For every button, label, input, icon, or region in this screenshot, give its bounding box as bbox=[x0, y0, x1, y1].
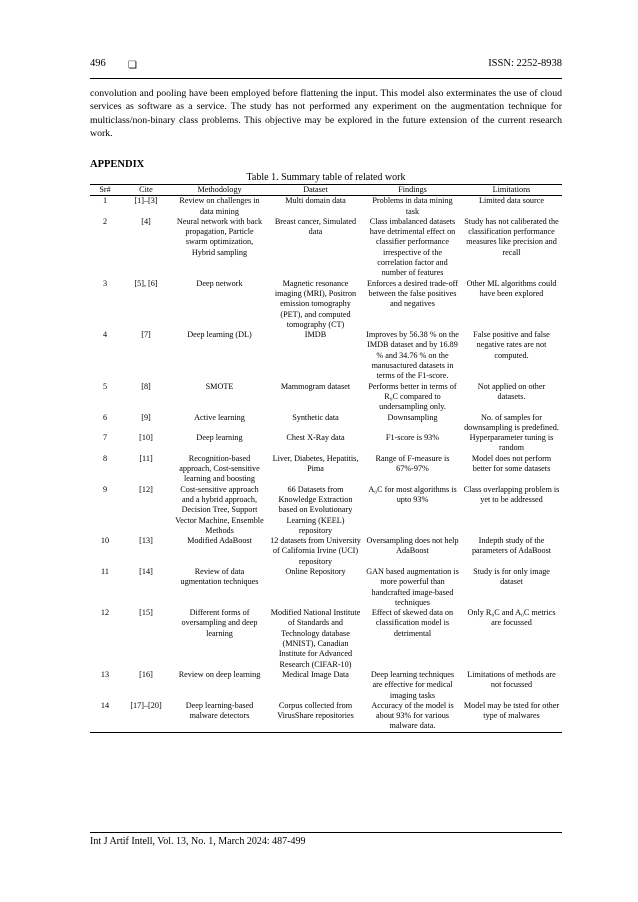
page-footer: Int J Artif Intell, Vol. 13, No. 1, March 2024: 487-499 bbox=[90, 836, 306, 847]
cell-methodology: Neural network with back propagation, Particle swarm optimization, Hybrid sampling bbox=[176, 216, 263, 257]
cell-sr: 1 bbox=[102, 196, 108, 206]
cell-cite: [16] bbox=[139, 669, 153, 679]
cell-methodology: Recognition-based approach, Cost-sensitive learning and boosting bbox=[179, 453, 260, 484]
cell-limitations: No. of samples for downsampling is predefined. bbox=[464, 412, 559, 432]
cell-limitations: Model does not perform better for some datasets bbox=[471, 453, 552, 474]
cell-cite: [1]–[3] bbox=[134, 196, 158, 206]
cell-findings: Deep learning techniques are effective for medical imaging tasks bbox=[370, 669, 455, 700]
page-header bbox=[90, 58, 562, 74]
cell-dataset: Mammogram dataset bbox=[280, 381, 351, 391]
cell-dataset: Medical Image Data bbox=[282, 669, 349, 679]
cell-cite: [13] bbox=[139, 536, 153, 546]
cell-sr: 2 bbox=[102, 216, 108, 226]
cell-dataset: Corpus collected from VirusShare repositories bbox=[267, 701, 364, 732]
col-header-limitations: Limitations bbox=[461, 185, 562, 196]
cell-cite: [5], [6] bbox=[134, 278, 158, 288]
cell-dataset: Synthetic data bbox=[292, 412, 339, 422]
table-row bbox=[90, 217, 562, 279]
issn-label: ISSN: 2252-8938 bbox=[488, 58, 562, 69]
cell-cite: [4] bbox=[141, 216, 151, 226]
cell-cite: [15] bbox=[139, 608, 153, 618]
cell-sr: 4 bbox=[102, 330, 108, 340]
intro-paragraph: convolution and pooling have been employed before flattening the input. This model also exterminates the use of cloud services as software as a service. The study has not performed any experiment on the augmentation technique for multiclass/non-binary class problems. This objective may be explored in the future extension of the current research work. bbox=[90, 88, 562, 139]
table-row bbox=[90, 567, 562, 608]
cell-limitations: Hyperparameter tuning is random bbox=[469, 433, 554, 453]
cell-limitations: Study is for only image dataset bbox=[473, 566, 550, 587]
col-header-methodology: Methodology bbox=[172, 185, 267, 196]
col-header-sr: Sr# bbox=[90, 185, 120, 196]
cell-limitations: Limited data source bbox=[478, 196, 545, 206]
cell-limitations: Study has not caliberated the classification performance measures like precision and recall bbox=[464, 216, 559, 257]
cell-findings: Class imbalanced datasets have detrimental effect on classifier performance irrespective of the correlation factor and number of features bbox=[369, 216, 456, 278]
cell-findings: F1-score is 93% bbox=[385, 433, 440, 443]
cell-dataset: Magnetic resonance imaging (MRI), Positron emission tomography (PET), and computed tomography (CT) bbox=[274, 278, 357, 329]
table-row bbox=[90, 413, 562, 434]
square-icon: ❏ bbox=[128, 60, 137, 71]
cell-dataset: Chest X-Ray data bbox=[286, 433, 345, 443]
col-header-findings: Findings bbox=[364, 185, 461, 196]
table-row bbox=[90, 485, 562, 536]
table-row bbox=[90, 382, 562, 413]
cell-cite: [12] bbox=[139, 484, 153, 494]
cell-dataset: Online Repository bbox=[285, 566, 346, 576]
cell-methodology: Deep learning bbox=[196, 433, 243, 443]
cell-findings: Performs better in terms of R₀C compared to undersampling only. bbox=[368, 381, 457, 412]
cell-limitations: Other ML algorithms could have been explored bbox=[466, 278, 557, 298]
cell-sr: 3 bbox=[102, 278, 108, 288]
cell-methodology: Review on deep learning bbox=[178, 669, 261, 679]
table-row bbox=[90, 433, 562, 454]
table-row bbox=[90, 454, 562, 485]
cell-findings: GAN based augmentation is more powerful than handcrafted image-based techniques bbox=[366, 566, 459, 607]
page-number: 496 bbox=[90, 58, 106, 69]
cell-findings: Accuracy of the model is about 93% for various malware data. bbox=[364, 701, 461, 732]
cell-sr: 12 bbox=[100, 608, 110, 618]
table-header-row bbox=[90, 185, 562, 196]
cell-sr: 5 bbox=[102, 381, 108, 391]
cell-findings: Effect of skewed data on classification model is detrimental bbox=[371, 608, 454, 638]
cell-limitations: Only R₀C and A₀C metrics are focussed bbox=[467, 608, 556, 628]
table-row bbox=[90, 701, 562, 732]
cell-cite: [11] bbox=[139, 453, 153, 463]
cell-limitations: Indepth study of the parameters of AdaBoost bbox=[471, 536, 552, 556]
header-rule bbox=[90, 78, 562, 79]
table-row bbox=[90, 330, 562, 381]
cell-findings: Downsampling bbox=[387, 412, 438, 422]
cell-methodology: Different forms of oversampling and deep learning bbox=[181, 608, 258, 638]
cell-cite: [9] bbox=[141, 412, 151, 422]
cell-findings: Oversampling does not help AdaBoost bbox=[366, 536, 459, 556]
cell-methodology: Deep learning (DL) bbox=[187, 330, 252, 340]
cell-limitations: Not applied on other datasets. bbox=[477, 381, 546, 401]
cell-findings: Improves by 56.38 % on the IMDB dataset and by 16.89 % and 34.76 % on the manusactured datasets in terms of the F1-score. bbox=[366, 330, 459, 381]
cell-limitations: Limitations of methods are not focussed bbox=[467, 669, 556, 690]
cell-dataset: Liver, Diabetes, Hepatitis, Pima bbox=[272, 453, 359, 474]
table-row bbox=[90, 608, 562, 670]
cell-dataset: Multi domain data bbox=[285, 196, 346, 206]
cell-dataset: IMDB bbox=[304, 330, 327, 340]
cell-sr: 11 bbox=[101, 566, 109, 576]
summary-table bbox=[90, 184, 562, 733]
cell-cite: [10] bbox=[139, 433, 153, 443]
cell-sr: 7 bbox=[102, 433, 108, 443]
cell-dataset: Breast cancer, Simulated data bbox=[274, 216, 357, 237]
cell-findings: Problems in data mining task bbox=[372, 196, 453, 216]
cell-dataset: 12 datasets from University of California Irvine (UCI) repository bbox=[270, 536, 361, 566]
col-header-cite: Cite bbox=[120, 185, 172, 196]
table-row bbox=[90, 536, 562, 567]
cell-findings: A₀C for most algorithms is upto 93% bbox=[368, 484, 457, 504]
cell-limitations: False positive and false negative rates are not computed. bbox=[473, 330, 550, 360]
cell-sr: 8 bbox=[102, 453, 108, 463]
cell-sr: 10 bbox=[100, 536, 110, 546]
cell-limitations: Model may be tsted for other type of malwares bbox=[461, 701, 562, 732]
cell-methodology: Review of data ugmentation techniques bbox=[180, 566, 259, 587]
cell-methodology: Deep learning-based malware detectors bbox=[172, 701, 267, 732]
cell-methodology: Modified AdaBoost bbox=[187, 536, 252, 546]
cell-sr: 6 bbox=[102, 412, 108, 422]
cell-dataset: 66 Datasets from Knowledge Extraction based on Evolutionary Learning (KEEL) repository bbox=[278, 484, 353, 535]
appendix-heading: APPENDIX bbox=[90, 159, 145, 170]
cell-methodology: Active learning bbox=[194, 412, 245, 422]
cell-sr: 14 bbox=[90, 701, 120, 732]
footer-rule bbox=[90, 832, 562, 833]
table-caption: Table 1. Summary table of related work bbox=[246, 172, 406, 183]
table-row bbox=[90, 279, 562, 330]
table-row bbox=[90, 670, 562, 701]
col-header-dataset: Dataset bbox=[267, 185, 364, 196]
cell-cite: [7] bbox=[141, 330, 151, 340]
cell-findings: Enforces a desired trade-off between the false positives and negatives bbox=[366, 278, 458, 309]
cell-cite: [14] bbox=[139, 566, 153, 576]
cell-dataset: Modified National Institute of Standards and Technology database (MNIST), Canadian Institute for Advanced Research (CIFAR-10) bbox=[270, 608, 361, 669]
cell-sr: 13 bbox=[100, 669, 110, 679]
cell-methodology: Deep network bbox=[196, 278, 243, 288]
cell-methodology: Cost-sensitive approach and a hybrid approach, Decision Tree, Support Vector Machine, Ensemble Methods bbox=[175, 484, 264, 535]
cell-methodology: SMOTE bbox=[205, 381, 234, 391]
table-row bbox=[90, 196, 562, 217]
cell-findings: Range of F-measure is 67%-97% bbox=[375, 453, 450, 474]
cell-sr: 9 bbox=[102, 484, 108, 494]
cell-limitations: Class overlapping problem is yet to be addressed bbox=[463, 484, 560, 504]
cell-cite: [17]–[20] bbox=[120, 701, 172, 732]
cell-cite: [8] bbox=[141, 381, 151, 391]
cell-methodology: Review on challenges in data mining bbox=[179, 196, 260, 216]
